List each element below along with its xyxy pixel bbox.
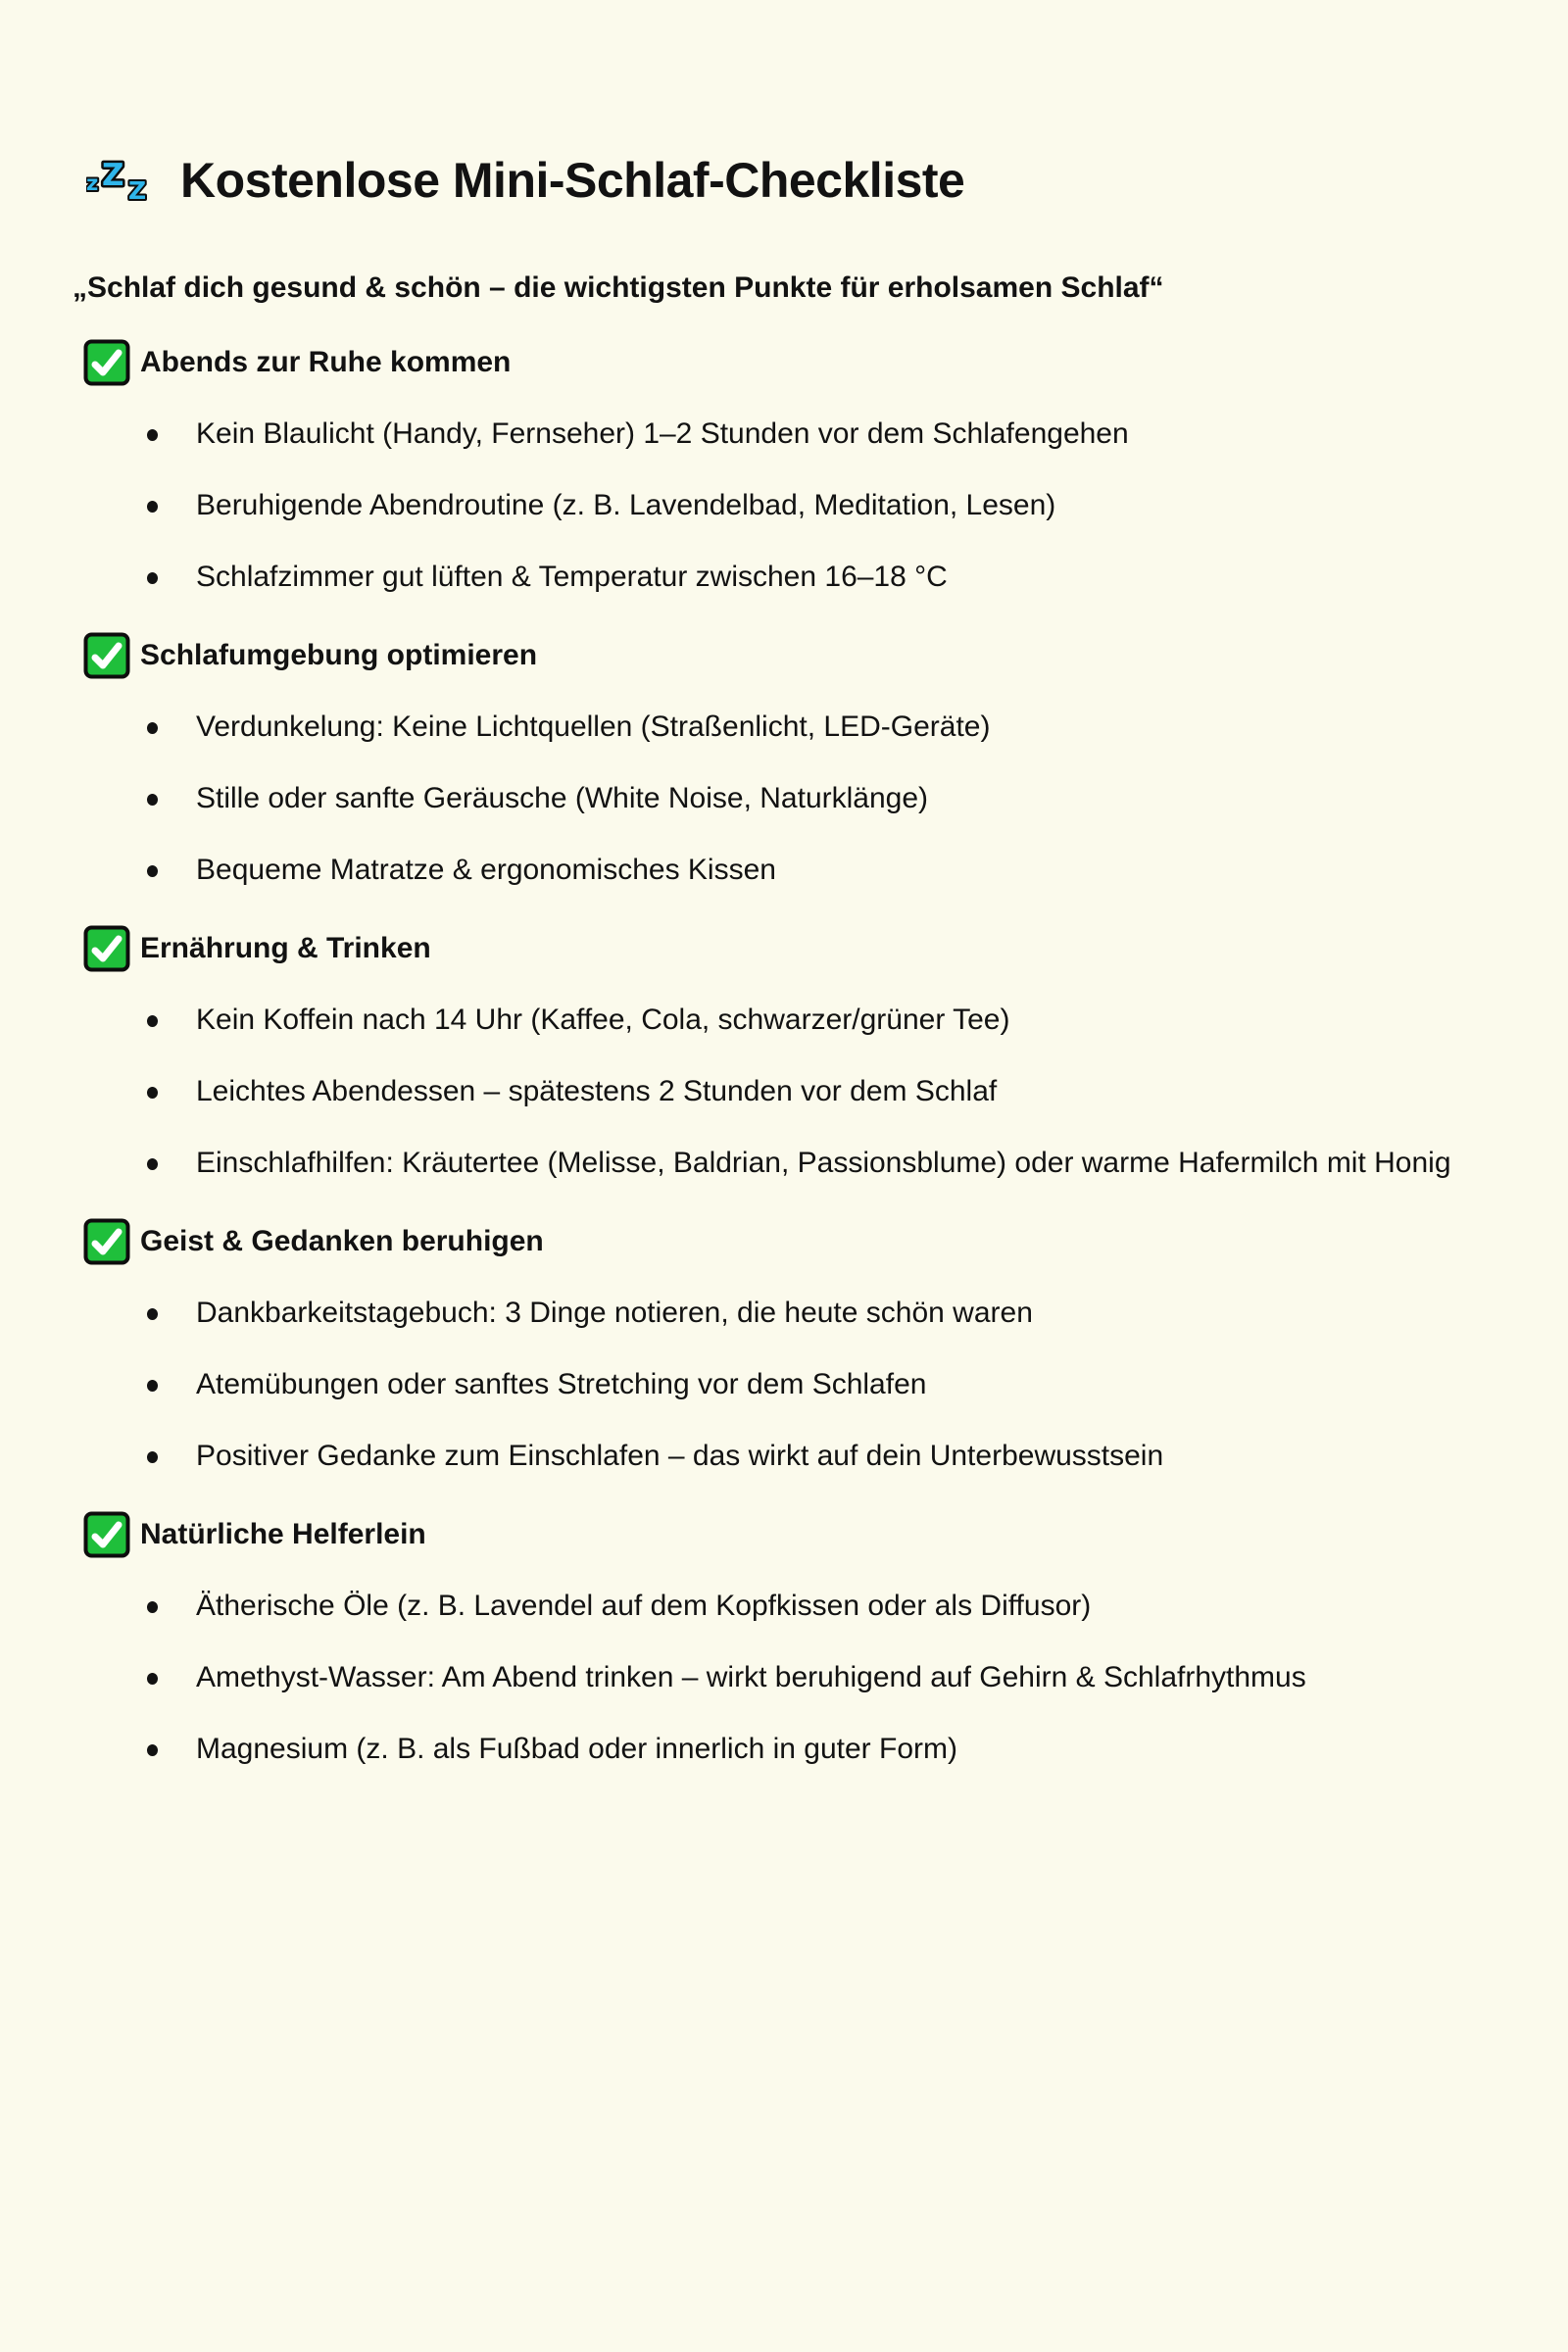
checklist-item	[145, 775, 1499, 822]
section-abends-zur-ruhe	[0, 339, 1568, 601]
green-check-icon	[83, 1511, 130, 1558]
bullet-icon	[147, 865, 158, 877]
page-subtitle: „Schlaf dich gesund & schön – die wichtigsten Punkte für erholsamen Schlaf“	[73, 271, 1164, 304]
item-text: Amethyst-Wasser: Am Abend trinken – wirkt beruhigend auf Gehirn & Schlafrhythmus	[196, 1661, 1306, 1693]
section-geist-gedanken	[0, 1218, 1568, 1480]
zzz-sleep-icon	[86, 157, 159, 204]
item-text: Bequeme Matratze & ergonomisches Kissen	[196, 854, 776, 886]
item-text: Kein Koffein nach 14 Uhr (Kaffee, Cola, schwarzer/grüner Tee)	[196, 1004, 1010, 1036]
bullet-icon	[147, 572, 158, 584]
bullet-icon	[147, 1744, 158, 1756]
section-title: Schlafumgebung optimieren	[140, 639, 538, 671]
checklist	[0, 704, 1568, 894]
bullet-icon	[147, 1158, 158, 1170]
section-title: Ernährung & Trinken	[140, 932, 431, 964]
bullet-icon	[147, 1087, 158, 1099]
item-text: Einschlafhilfen: Kräutertee (Melisse, Baldrian, Passionsblume) oder warme Hafermilch mit Honig	[196, 1147, 1451, 1179]
green-check-icon	[83, 339, 130, 386]
item-text: Ätherische Öle (z. B. Lavendel auf dem Kopfkissen oder als Diffusor)	[196, 1590, 1092, 1622]
checklist-item	[145, 1361, 1499, 1408]
green-check-icon	[83, 1218, 130, 1265]
item-text: Magnesium (z. B. als Fußbad oder innerlich in guter Form)	[196, 1733, 957, 1765]
green-check-icon	[83, 632, 130, 679]
checklist-item	[145, 1654, 1499, 1701]
item-text: Schlafzimmer gut lüften & Temperatur zwischen 16–18 °C	[196, 561, 948, 593]
bullet-icon	[147, 722, 158, 734]
page-title: Kostenlose Mini-Schlaf-Checkliste	[180, 153, 965, 208]
checklist-item	[145, 1140, 1499, 1187]
green-check-icon	[83, 925, 130, 972]
bullet-icon	[147, 794, 158, 806]
checklist	[0, 411, 1568, 601]
item-text: Beruhigende Abendroutine (z. B. Lavendelbad, Meditation, Lesen)	[196, 489, 1056, 521]
section-heading	[83, 1218, 1568, 1265]
item-text: Dankbarkeitstagebuch: 3 Dinge notieren, die heute schön waren	[196, 1297, 1033, 1329]
item-text: Stille oder sanfte Geräusche (White Noise, Naturklänge)	[196, 782, 929, 814]
checklist-item	[145, 411, 1499, 458]
section-ernaehrung	[0, 925, 1568, 1187]
bullet-icon	[147, 1308, 158, 1320]
bullet-icon	[147, 1673, 158, 1685]
svg-text:Z: Z	[102, 158, 124, 193]
svg-text:Z: Z	[128, 176, 147, 204]
checklist-item	[145, 482, 1499, 529]
item-text: Kein Blaulicht (Handy, Fernseher) 1–2 Stunden vor dem Schlafengehen	[196, 417, 1129, 450]
bullet-icon	[147, 1451, 158, 1463]
section-title: Abends zur Ruhe kommen	[140, 346, 512, 378]
section-heading	[83, 339, 1568, 386]
checklist-item	[145, 1068, 1499, 1115]
checklist-item	[145, 847, 1499, 894]
svg-text:z: z	[86, 172, 99, 195]
checklist-item	[145, 1433, 1499, 1480]
bullet-icon	[147, 429, 158, 441]
checklist-item	[145, 554, 1499, 601]
checklist-item	[145, 1583, 1499, 1630]
bullet-icon	[147, 1380, 158, 1392]
section-schlafumgebung	[0, 632, 1568, 894]
checklist	[0, 997, 1568, 1187]
section-heading	[83, 925, 1568, 972]
item-text: Positiver Gedanke zum Einschlafen – das wirkt auf dein Unterbewusstsein	[196, 1440, 1164, 1472]
section-title: Geist & Gedanken beruhigen	[140, 1225, 544, 1257]
bullet-icon	[147, 1015, 158, 1027]
item-text: Verdunkelung: Keine Lichtquellen (Straßenlicht, LED-Geräte)	[196, 710, 991, 743]
bullet-icon	[147, 1601, 158, 1613]
checklist-item	[145, 997, 1499, 1044]
document-header	[86, 149, 1568, 212]
checklist-item	[145, 1290, 1499, 1337]
checklist-item	[145, 1726, 1499, 1773]
section-title: Natürliche Helferlein	[140, 1518, 426, 1550]
item-text: Leichtes Abendessen – spätestens 2 Stunden vor dem Schlaf	[196, 1075, 998, 1107]
section-heading	[83, 1511, 1568, 1558]
item-text: Atemübungen oder sanftes Stretching vor dem Schlafen	[196, 1368, 927, 1400]
section-natuerliche-helferlein	[0, 1511, 1568, 1773]
checklist	[0, 1583, 1568, 1773]
checklist	[0, 1290, 1568, 1480]
checklist-item	[145, 704, 1499, 751]
section-heading	[83, 632, 1568, 679]
bullet-icon	[147, 501, 158, 513]
